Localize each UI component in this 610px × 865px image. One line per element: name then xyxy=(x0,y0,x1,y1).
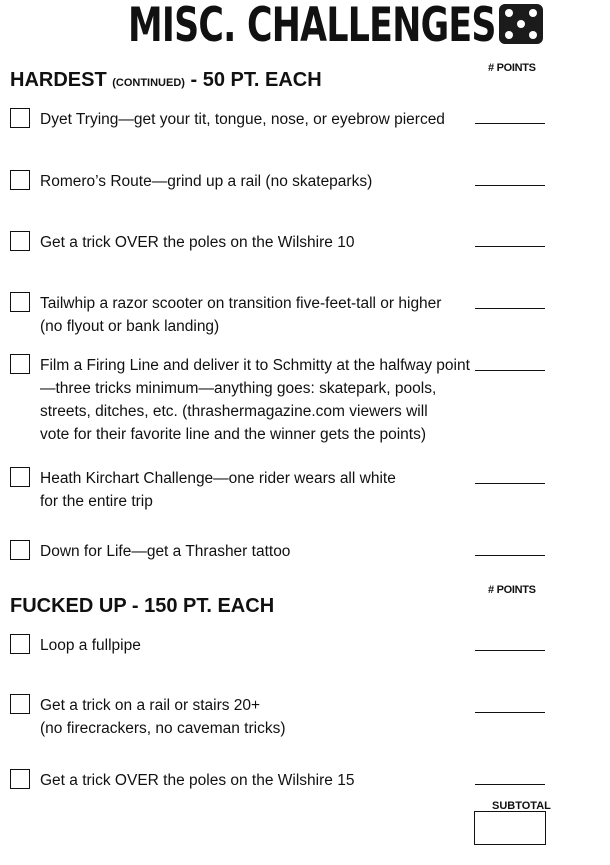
challenge-checkbox[interactable] xyxy=(10,769,30,789)
section-heading-continued: (CONTINUED) xyxy=(112,77,185,89)
points-entry-line[interactable] xyxy=(475,246,545,247)
challenge-text: Loop a fullpipe xyxy=(40,637,141,654)
points-entry-line[interactable] xyxy=(475,370,545,371)
points-entry-line[interactable] xyxy=(475,123,545,124)
challenge-checkbox[interactable] xyxy=(10,694,30,714)
points-entry-line[interactable] xyxy=(475,712,545,713)
challenge-checkbox[interactable] xyxy=(10,170,30,190)
section-heading-points: - 50 PT. EACH xyxy=(190,69,322,91)
challenge-text: Get a trick OVER the poles on the Wilshire 15 xyxy=(40,772,355,789)
challenge-text: Get a trick on a rail or stairs 20+ (no firecrackers, no caveman tricks) xyxy=(40,697,286,737)
points-entry-line[interactable] xyxy=(475,308,545,309)
subtotal-label: SUBTOTAL xyxy=(492,800,551,812)
points-entry-line[interactable] xyxy=(475,650,545,651)
challenge-checkbox[interactable] xyxy=(10,467,30,487)
points-entry-line[interactable] xyxy=(475,483,545,484)
challenge-text: Down for Life—get a Thrasher tattoo xyxy=(40,543,291,560)
challenge-text: Dyet Trying—get your tit, tongue, nose, or eyebrow pierced xyxy=(40,111,445,128)
challenge-checkbox[interactable] xyxy=(10,354,30,374)
challenge-text: Romero’s Route—grind up a rail (no skateparks) xyxy=(40,173,373,190)
points-entry-line[interactable] xyxy=(475,555,545,556)
challenge-checkbox[interactable] xyxy=(10,634,30,654)
challenge-text: Heath Kirchart Challenge—one rider wears all white for the entire trip xyxy=(40,470,396,510)
section-heading-hardest xyxy=(10,68,322,95)
challenge-checkbox[interactable] xyxy=(10,540,30,560)
challenge-checkbox[interactable] xyxy=(10,292,30,312)
section-heading-fucked-up: FUCKED UP - 150 PT. EACH xyxy=(10,595,275,617)
points-entry-line[interactable] xyxy=(475,784,545,785)
points-entry-line[interactable] xyxy=(475,185,545,186)
challenge-checkbox[interactable] xyxy=(10,231,30,251)
dice-icon xyxy=(499,4,543,44)
challenge-text: Film a Firing Line and deliver it to Schmitty at the halfway point —three tricks minimum—anything goes: skatepark, pools, streets, ditches, etc. (thrashermagazine.com viewers will vote for their favorite line and the winner gets the points) xyxy=(40,357,470,443)
challenge-checkbox[interactable] xyxy=(10,108,30,128)
challenge-text: Get a trick OVER the poles on the Wilshire 10 xyxy=(40,234,355,251)
page-title: MISC. CHALLENGES xyxy=(128,0,496,53)
section-heading-main: HARDEST xyxy=(10,69,107,91)
points-column-header: # POINTS xyxy=(488,62,536,74)
challenge-text: Tailwhip a razor scooter on transition five-feet-tall or higher (no flyout or bank landing) xyxy=(40,295,442,335)
points-column-header: # POINTS xyxy=(488,584,536,596)
subtotal-box[interactable] xyxy=(474,811,546,845)
